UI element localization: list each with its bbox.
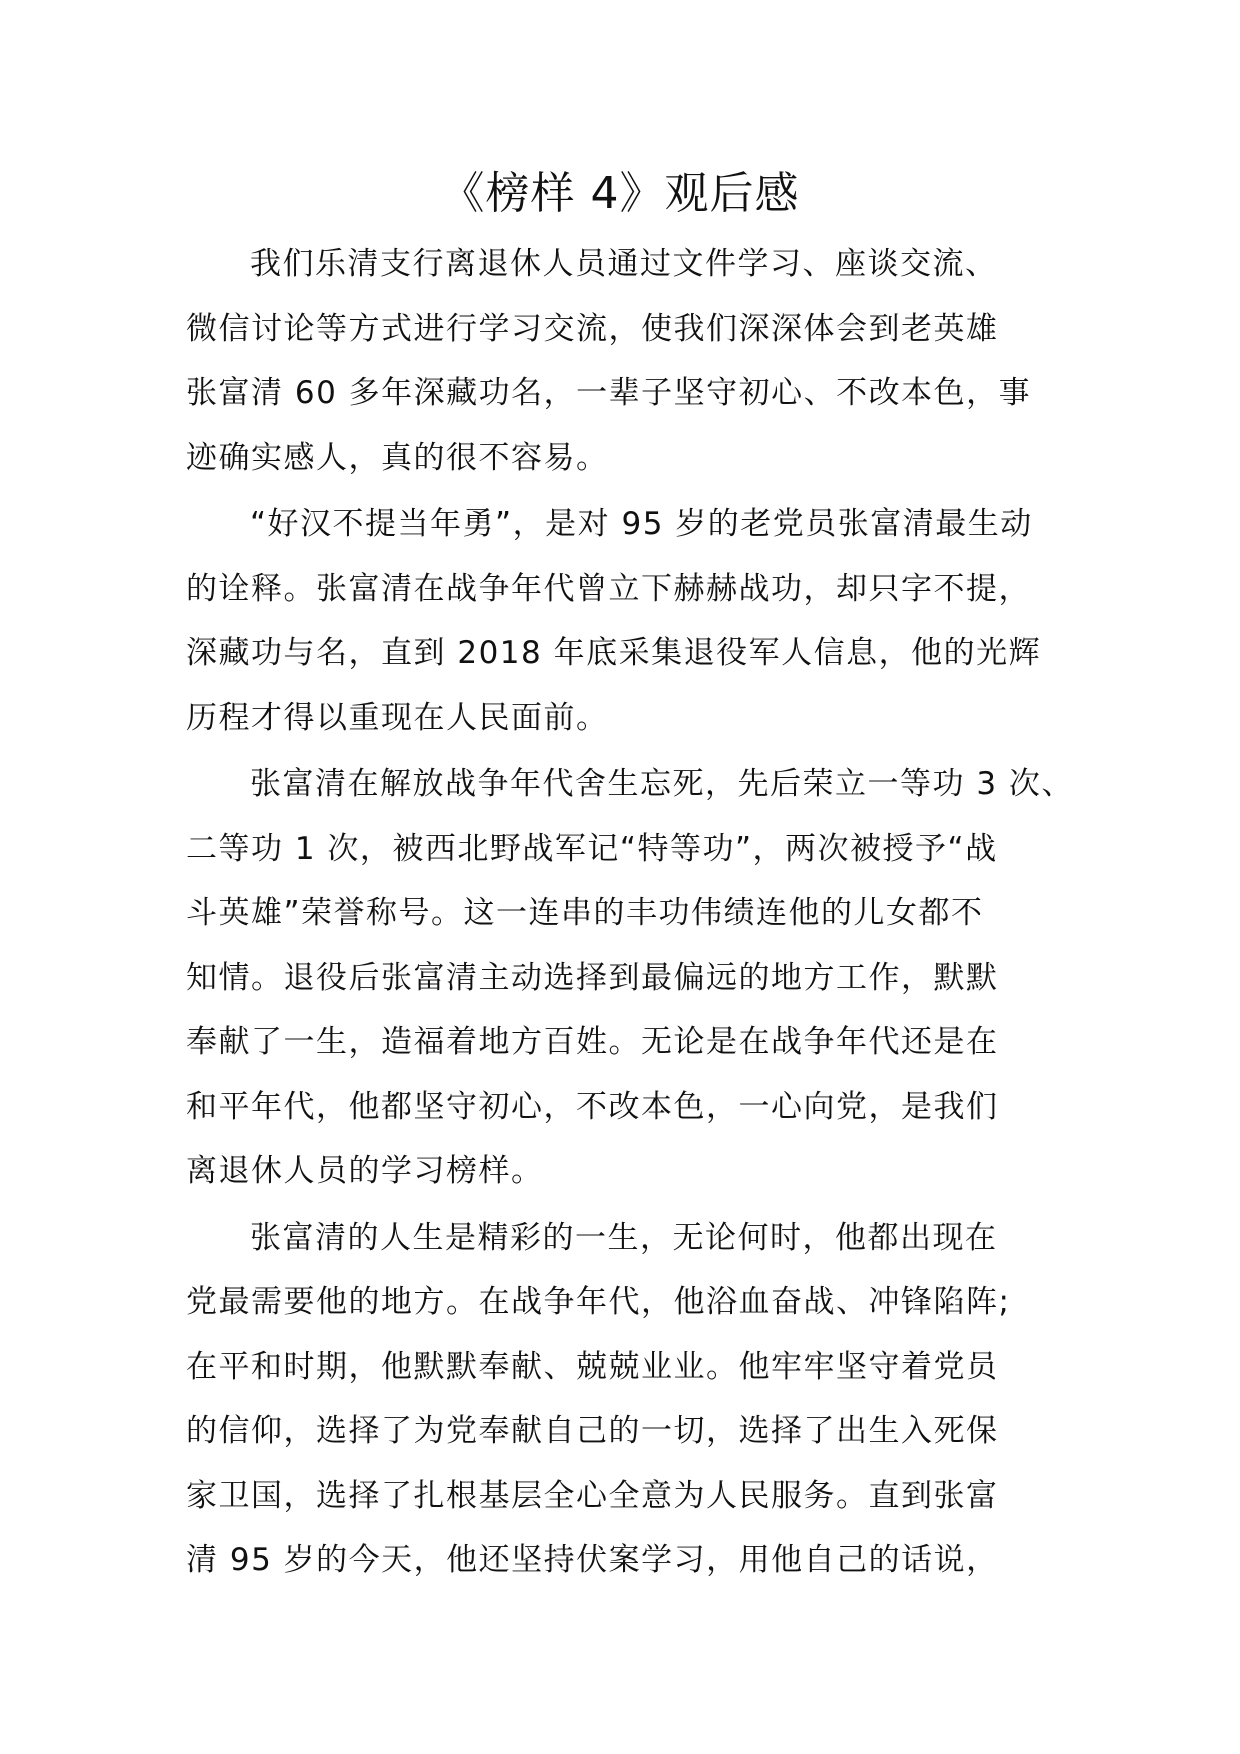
paragraph — [186, 752, 1086, 1204]
text-line: 离退休人员的学习榜样。 — [186, 1153, 544, 1189]
paragraph — [186, 492, 1086, 750]
text-line: 斗英雄”荣誉称号。这一连串的丰功伟绩连他的儿女都不 — [186, 895, 984, 931]
text-line: 迹确实感人，真的很不容易。 — [186, 439, 609, 476]
text-line: 张富清 60 多年深藏功名，一辈子坚守初心、不改本色，事 — [186, 375, 1032, 411]
text-line: 在平和时期，他默默奉献、兢兢业业。他牢牢坚守着党员 — [186, 1348, 999, 1385]
text-line: 和平年代，他都坚守初心，不改本色，一心向党，是我们 — [186, 1088, 999, 1125]
text-line: 的诠释。张富清在战争年代曾立下赫赫战功，却只字不提， — [186, 570, 1031, 607]
text-line: 奉献了一生，造福着地方百姓。无论是在战争年代还是在 — [186, 1024, 999, 1060]
text-line: 微信讨论等方式进行学习交流，使我们深深体会到老英雄 — [186, 310, 999, 347]
document-title: 《榜样 4》观后感 — [440, 168, 800, 219]
text-line: 我们乐清支行离退休人员通过文件学习、座谈交流、 — [250, 246, 998, 282]
text-line: “好汉不提当年勇”，是对 95 岁的老党员张富清最生动 — [250, 506, 1033, 542]
text-line: 家卫国，选择了扎根基层全心全意为人民服务。直到张富 — [186, 1477, 999, 1514]
paragraph — [186, 232, 1086, 490]
text-line: 张富清的人生是精彩的一生，无论何时，他都出现在 — [250, 1219, 998, 1256]
document-body — [186, 232, 1086, 1593]
text-line: 张富清在解放战争年代舍生忘死，先后荣立一等功 3 次、 — [250, 766, 1074, 802]
text-line: 党最需要他的地方。在战争年代，他浴血奋战、冲锋陷阵; — [186, 1284, 1011, 1320]
text-line: 深藏功与名，直到 2018 年底采集退役军人信息，他的光辉 — [186, 635, 1042, 671]
text-line: 清 95 岁的今天，他还坚持伏案学习，用他自己的话说， — [186, 1542, 999, 1578]
text-line: 的信仰，选择了为党奉献自己的一切，选择了出生入死保 — [186, 1413, 999, 1449]
text-line: 二等功 1 次，被西北野战军记“特等功”，两次被授予“战 — [186, 830, 998, 867]
text-line: 知情。退役后张富清主动选择到最偏远的地方工作，默默 — [186, 959, 999, 996]
paragraph — [186, 1206, 1086, 1593]
text-line: 历程才得以重现在人民面前。 — [186, 699, 609, 736]
